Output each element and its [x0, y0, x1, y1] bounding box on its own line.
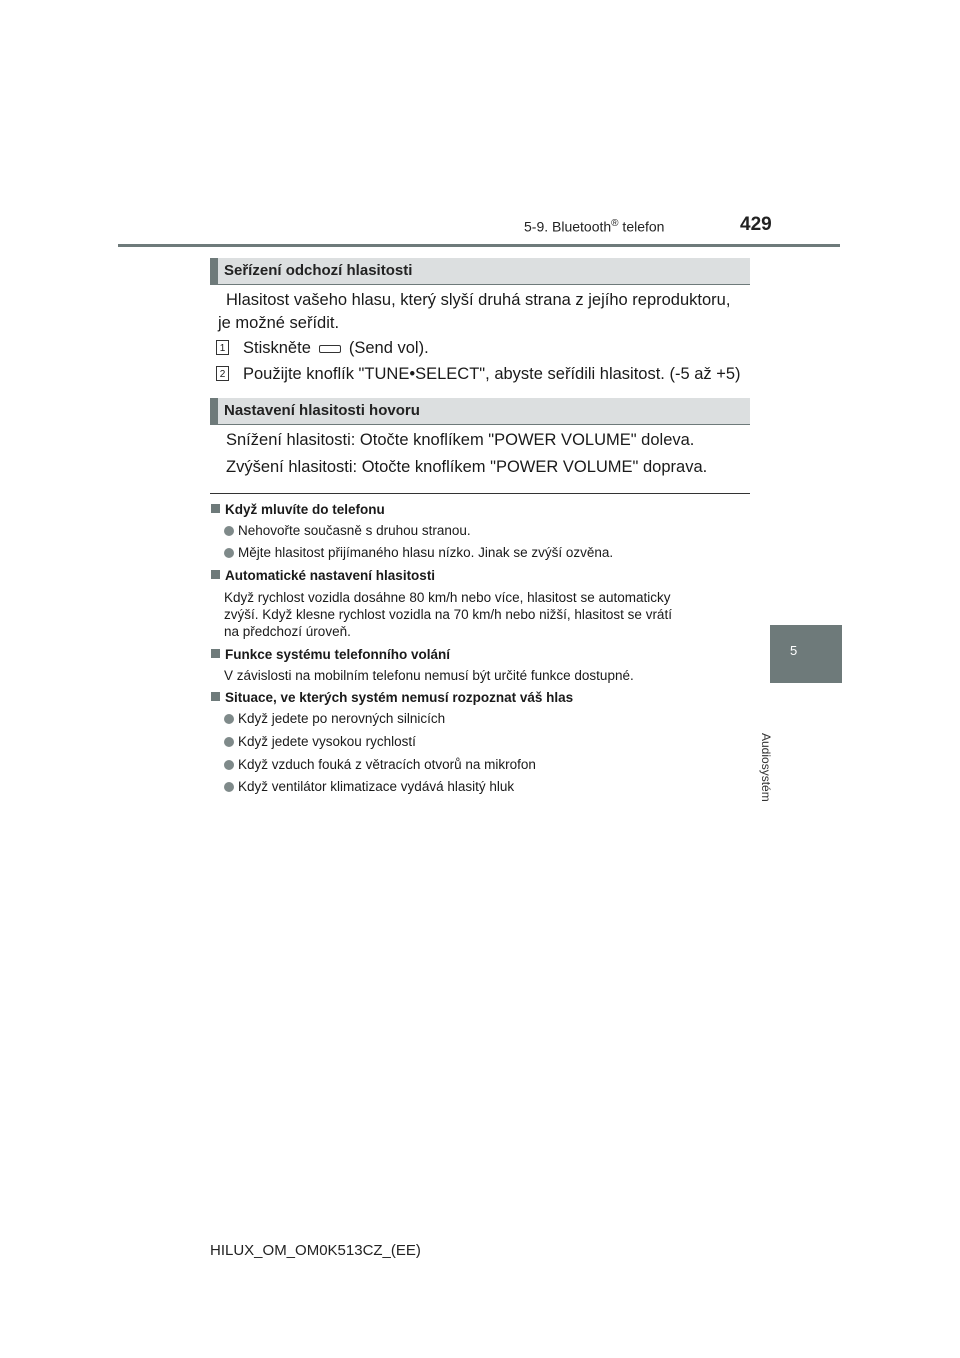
note-bullet: Když ventilátor klimatizace vydává hlasitý hluk	[224, 779, 514, 794]
note-bullet: Když jedete po nerovných silnicích	[224, 711, 445, 726]
circle-bullet-icon	[224, 548, 234, 558]
note-title-3: Funkce systému telefonního volání	[211, 647, 450, 662]
header-rule	[118, 244, 840, 247]
chapter-number: 5	[790, 643, 798, 658]
notes-divider	[210, 493, 750, 494]
note-paragraph-phone-functions: V závislosti na mobilním telefonu nemusí být určité funkce dostupné.	[224, 668, 634, 683]
square-bullet-icon	[211, 649, 220, 658]
note-paragraph-auto-volume: Když rychlost vozidla dosáhne 80 km/h nebo více, hlasitost se automaticky zvýší. Když klesne rychlost vozidla na 70 km/h nebo nižší, hlasitost se vrátí na předchozí úroveň.	[224, 590, 672, 639]
step-2-text: Použijte knoflík "TUNE•SELECT", abyste seřídili hlasitost. (-5 až +5)	[243, 365, 741, 383]
step-number-1: 1	[216, 340, 229, 355]
circle-bullet-icon	[224, 760, 234, 770]
banner-underline	[210, 284, 750, 285]
note-bullet: Nehovořte současně s druhou stranou.	[224, 523, 471, 538]
banner-underline	[210, 424, 750, 425]
circle-bullet-icon	[224, 782, 234, 792]
note-bullet: Když vzduch fouká z větracích otvorů na mikrofon	[224, 757, 536, 772]
page-number: 429	[740, 214, 772, 235]
chapter-tab	[770, 625, 842, 683]
square-bullet-icon	[211, 692, 220, 701]
send-button-icon	[319, 345, 341, 353]
step-1-text: Stiskněte (Send vol).	[243, 339, 429, 357]
document-code: HILUX_OM_OM0K513CZ_(EE)	[210, 1242, 421, 1259]
section-banner-outgoing-volume	[210, 258, 750, 284]
volume-down-text: Snížení hlasitosti: Otočte knoflíkem "POWER VOLUME" doleva.	[226, 431, 695, 449]
note-bullet: Když jedete vysokou rychlostí	[224, 734, 416, 749]
chapter-label: Audiosystém	[759, 733, 773, 802]
section-title: Seřízení odchozí hlasitosti	[224, 262, 413, 279]
section-header: 5-9. Bluetooth® telefon	[524, 218, 665, 235]
circle-bullet-icon	[224, 526, 234, 536]
step-number-2: 2	[216, 366, 229, 381]
square-bullet-icon	[211, 570, 220, 579]
note-title-2: Automatické nastavení hlasitosti	[211, 568, 435, 583]
intro-line-1: Hlasitost vašeho hlasu, který slyší druhá strana z jejího reproduktoru,	[226, 291, 731, 309]
section-title: Nastavení hlasitosti hovoru	[224, 402, 420, 419]
intro-line-2: je možné seřídit.	[218, 314, 340, 332]
note-title-4: Situace, ve kterých systém nemusí rozpoznat váš hlas	[211, 690, 573, 705]
note-title-1: Když mluvíte do telefonu	[211, 502, 385, 517]
volume-up-text: Zvýšení hlasitosti: Otočte knoflíkem "POWER VOLUME" doprava.	[226, 458, 708, 476]
circle-bullet-icon	[224, 714, 234, 724]
square-bullet-icon	[211, 504, 220, 513]
note-bullet: Mějte hlasitost přijímaného hlasu nízko. Jinak se zvýší ozvěna.	[224, 545, 613, 560]
section-banner-call-volume	[210, 398, 750, 424]
circle-bullet-icon	[224, 737, 234, 747]
